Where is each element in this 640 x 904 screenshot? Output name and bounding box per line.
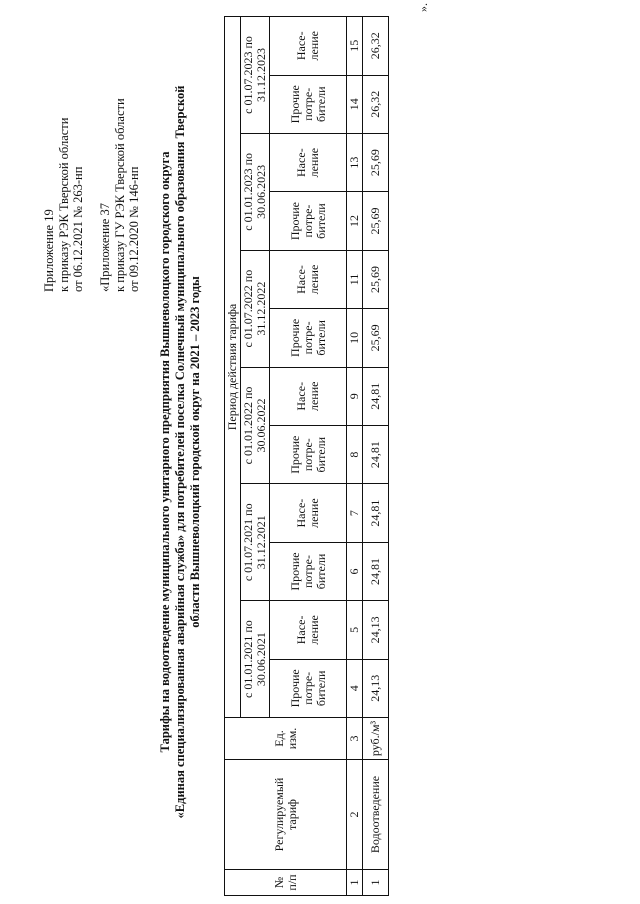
column-number: 12	[347, 192, 363, 250]
appendix-order-ref: к приказу РЭК Тверской области	[56, 117, 71, 292]
period-header: с 01.07.2023 по 31.12.2023	[241, 17, 270, 134]
period-header: с 01.01.2021 по 30.06.2021	[241, 601, 270, 718]
column-number: 2	[347, 760, 363, 870]
tariff-value: 26,32	[363, 75, 389, 133]
consumer-population: Насе- ление	[270, 484, 347, 542]
consumer-other: Прочие потре- бители	[270, 75, 347, 133]
header-number: № п/п	[225, 870, 347, 896]
period-header: с 01.07.2022 по 31.12.2022	[241, 250, 270, 367]
consumer-population: Насе- ление	[270, 601, 347, 659]
period-header: с 01.01.2023 по 30.06.2023	[241, 133, 270, 250]
column-number: 8	[347, 425, 363, 483]
tariff-value: 25,69	[363, 192, 389, 250]
tariff-value: 25,69	[363, 309, 389, 367]
column-number: 11	[347, 250, 363, 308]
tariff-value: 24,13	[363, 659, 389, 717]
column-number: 3	[347, 718, 363, 760]
row-number: 1	[363, 870, 389, 896]
document-heading	[158, 0, 203, 904]
column-number: 13	[347, 133, 363, 191]
tariff-value: 24,13	[363, 601, 389, 659]
column-number-row	[347, 17, 363, 896]
consumer-population: Насе- ление	[270, 250, 347, 308]
period-header: с 01.01.2022 по 30.06.2022	[241, 367, 270, 484]
header-period: Период действия тарифа	[225, 17, 241, 718]
column-number: 9	[347, 367, 363, 425]
tariff-value: 26,32	[363, 17, 389, 76]
tariff-table	[224, 16, 389, 896]
period-header: с 01.07.2021 по 31.12.2021	[241, 484, 270, 601]
closing-mark: ».	[416, 3, 430, 12]
column-number: 14	[347, 75, 363, 133]
consumer-population: Насе- ление	[270, 367, 347, 425]
column-number: 15	[347, 17, 363, 76]
column-number: 7	[347, 484, 363, 542]
appendix-order-date: от 06.12.2021 № 263-нп	[71, 166, 85, 292]
previous-appendix-number: «Приложение 37	[98, 203, 112, 292]
column-number: 5	[347, 601, 363, 659]
consumer-other: Прочие потре- бители	[270, 542, 347, 600]
column-number: 1	[347, 870, 363, 896]
header-tariff: Регулируемый тариф	[225, 760, 347, 870]
column-number: 10	[347, 309, 363, 367]
heading-line-1: Тарифы на водоотведение муниципального унитарного предприятия Вышневолоцкого городского округа	[158, 151, 172, 753]
appendix-notice-current	[42, 118, 86, 292]
consumer-other: Прочие потре- бители	[270, 425, 347, 483]
tariff-value: 25,69	[363, 250, 389, 308]
column-number: 4	[347, 659, 363, 717]
header-unit: Ед. изм.	[225, 718, 347, 760]
consumer-other: Прочие потре- бители	[270, 659, 347, 717]
previous-appendix-order-ref: к приказу ГУ РЭК Тверской области	[112, 98, 127, 292]
tariff-value: 24,81	[363, 367, 389, 425]
row-tariff: Водоотведение	[363, 760, 389, 870]
heading-line-3: области Вышневолоцкий городской округ на 2021 – 2023 годы	[188, 276, 202, 628]
header-row-period	[225, 17, 241, 896]
consumer-other: Прочие потре- бители	[270, 192, 347, 250]
appendix-notice-previous	[98, 98, 142, 292]
column-number: 6	[347, 542, 363, 600]
appendix-number: Приложение 19	[42, 209, 56, 292]
previous-appendix-order-date: от 09.12.2020 № 146-нп	[127, 166, 141, 292]
tariff-value: 24,81	[363, 542, 389, 600]
consumer-other: Прочие потре- бители	[270, 309, 347, 367]
consumer-population: Насе- ление	[270, 133, 347, 191]
tariff-value: 24,81	[363, 484, 389, 542]
table-row	[363, 17, 389, 896]
tariff-value: 25,69	[363, 133, 389, 191]
row-unit: руб./м³	[363, 718, 389, 760]
consumer-population: Насе- ление	[270, 17, 347, 76]
tariff-value: 24,81	[363, 425, 389, 483]
heading-line-2: «Единая специализированная аварийная служба» для потребителей поселка Солнечный муниципального образования Тверской	[173, 85, 187, 819]
